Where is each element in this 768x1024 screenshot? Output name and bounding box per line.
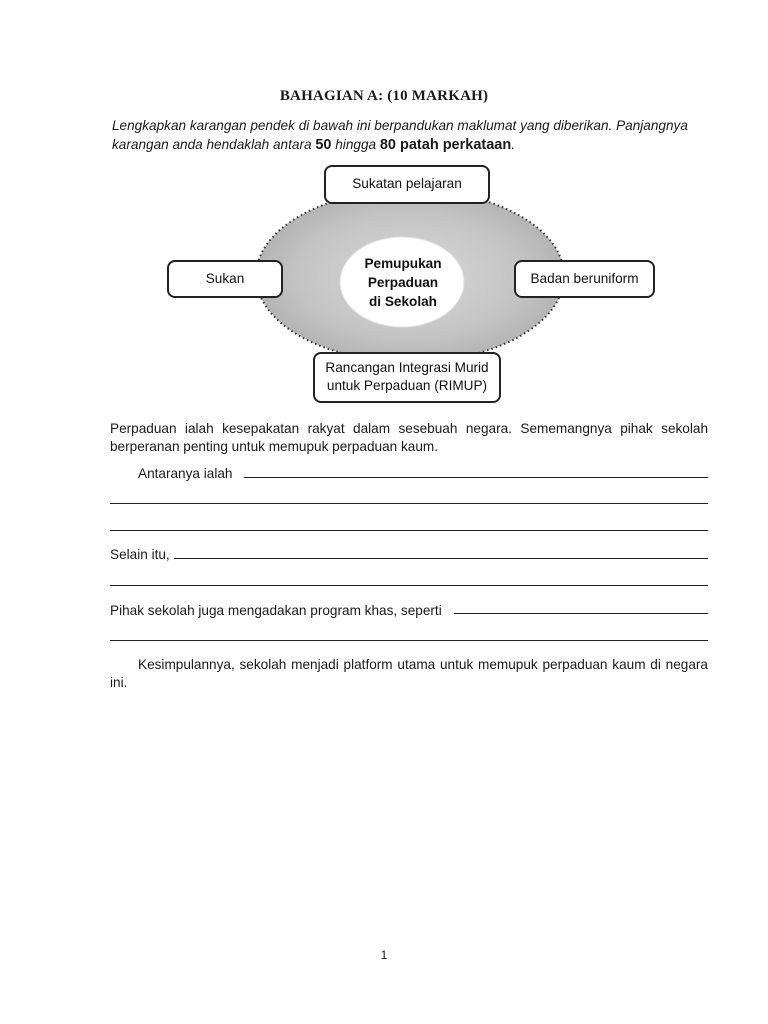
center-line-1: Pemupukan — [364, 256, 442, 271]
instruction-min-words: 50 — [315, 137, 332, 153]
center-line-3: di Sekolah — [369, 294, 437, 309]
bottom-node-line-1: Rancangan Integrasi Murid — [325, 360, 489, 375]
essay-intro: Perpaduan ialah kesepakatan rakyat dalam sesebuah negara. Sememangnya pihak sekolah berperanan penting untuk memupuk perpaduan kaum. — [110, 421, 708, 454]
page-number: 1 — [380, 948, 388, 962]
prompt-selain-itu: Selain itu, — [110, 547, 170, 562]
section-title: BAHAGIAN A: (10 MARKAH) — [279, 88, 489, 104]
center-node-label — [342, 254, 464, 311]
instruction-max-words: 80 patah perkataan — [379, 137, 512, 153]
prompt-program-khas: Pihak sekolah juga mengadakan program khas, seperti — [110, 603, 442, 618]
instruction-part2: hingga — [331, 137, 380, 152]
bottom-node-label — [314, 359, 500, 395]
instruction-part1: Lengkapkan karangan pendek di bawah ini berpandukan maklumat yang diberikan. Panjangnya karangan anda hendaklah antara — [112, 118, 688, 152]
instruction-text — [112, 116, 712, 155]
bottom-node-line-2: untuk Perpaduan (RIMUP) — [326, 378, 488, 393]
right-node-label: Badan beruniform — [530, 271, 639, 286]
top-node-label: Sukatan pelajaran — [352, 176, 462, 191]
answer-line-5[interactable] — [110, 585, 708, 586]
prompt-antaranya: Antaranya ialah — [138, 466, 233, 481]
answer-line-1[interactable] — [244, 477, 708, 478]
mind-map-diagram — [160, 162, 660, 408]
answer-line-7[interactable] — [110, 640, 708, 641]
center-line-2: Perpaduan — [367, 275, 439, 290]
answer-line-4[interactable] — [174, 558, 708, 559]
left-node-label: Sukan — [205, 271, 245, 286]
instruction-part3: . — [511, 137, 515, 152]
essay-conclusion: Kesimpulannya, sekolah menjadi platform utama untuk memupuk perpaduan kaum di negara ini. — [110, 657, 708, 690]
answer-line-2[interactable] — [110, 503, 708, 504]
answer-line-6[interactable] — [454, 613, 708, 614]
answer-line-3[interactable] — [110, 530, 708, 531]
